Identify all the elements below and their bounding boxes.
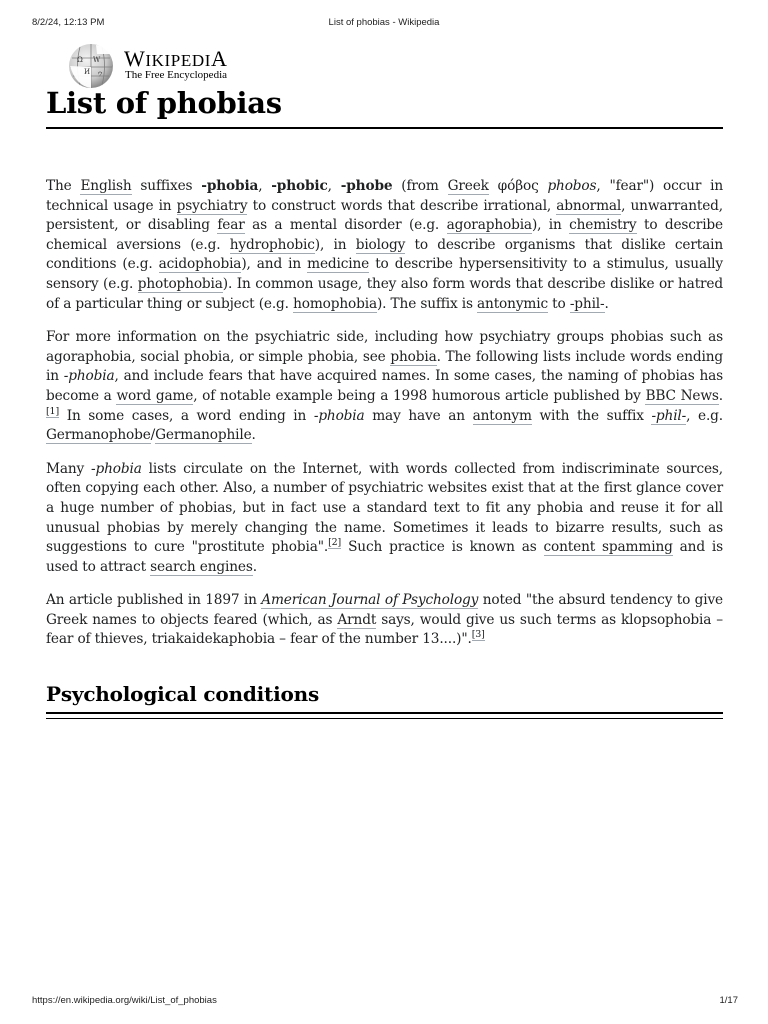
wikipedia-logo[interactable] (64, 40, 264, 92)
link-content-spamming[interactable]: content spamming (543, 539, 673, 556)
print-footer (0, 992, 768, 1008)
link-biology[interactable]: biology (355, 236, 406, 253)
reference-3 (472, 629, 485, 641)
svg-text:И: И (84, 68, 91, 76)
reference-link-1[interactable]: [1] (46, 405, 60, 417)
link-psychiatry[interactable]: psychiatry (176, 197, 248, 214)
link-germanophile[interactable]: Germanophile (155, 427, 252, 444)
print-datetime: 8/2/24, 12:13 PM (32, 17, 105, 28)
link-phil[interactable]: -phil- (569, 295, 605, 312)
reference-2 (328, 537, 341, 549)
link-abnormal[interactable]: abnormal (556, 197, 622, 214)
svg-text:ウ: ウ (97, 71, 104, 78)
reference-link-3[interactable]: [3] (471, 629, 485, 641)
wikipedia-wordmark: WIKIPEDIA (124, 46, 228, 71)
link-acidophobia[interactable]: acidophobia (158, 256, 242, 273)
print-header (0, 14, 768, 30)
reference-1 (46, 406, 59, 418)
reference-link-2[interactable]: [2] (328, 537, 342, 549)
print-page-count: 1/17 (719, 995, 738, 1006)
link-american-journal-of-psychology[interactable]: American Journal of Psychology (261, 592, 479, 609)
wikipedia-tagline: The Free Encyclopedia (125, 69, 228, 81)
link-antonymic[interactable]: antonymic (477, 295, 548, 312)
link-antonym[interactable]: antonym (472, 407, 532, 424)
paragraph-psychiatric: For more information on the psychiatric side, including how psychiatry groups phobias such as agoraphobia, social phobia, or simple phobia, see phobia. The following lists include words ending in -phobia, and include fears that have acquired names. In some cases, the naming of phobias has become a word game, of notable example being a 1998 humorous article published by BBC News.[1] In some cases, a word ending in -phobia may have an antonym with the suffix -phil-, e.g. Germanophobe/Germanophile. (46, 329, 724, 444)
section-divider (46, 712, 723, 714)
link-hydrophobic[interactable]: hydrophobic (229, 236, 315, 253)
link-photophobia[interactable]: photophobia (137, 275, 223, 292)
link-bbc-news[interactable]: BBC News (645, 387, 719, 404)
link-fear[interactable]: fear (217, 217, 245, 234)
wikipedia-globe-icon (66, 40, 116, 90)
link-homophobia[interactable]: homophobia (293, 295, 377, 312)
paragraph-internet-lists: Many -phobia lists circulate on the Internet, with words collected from indiscriminate sources, often copying each other. Also, a number of psychiatric websites exist that at the first glance cover a huge number of phobias, but in fact use a standard text to fit any phobia and reuse it for all unusual phobias by merely changing the name. Sometimes it leads to bizarre results, such as suggestions to cure "prostitute phobia".[2] Such practice is known as content spamming and is used to attract search engines. (46, 460, 724, 575)
print-url: https://en.wikipedia.org/wiki/List_of_phobias (32, 995, 217, 1006)
link-greek[interactable]: Greek (447, 178, 489, 194)
link-english[interactable]: English (80, 178, 132, 194)
link-agoraphobia[interactable]: agoraphobia (446, 217, 532, 234)
print-page-title: List of phobias - Wikipedia (328, 17, 440, 28)
section-divider-secondary (46, 718, 723, 719)
title-divider (46, 127, 723, 129)
link-medicine[interactable]: medicine (307, 256, 370, 273)
link-phobia[interactable]: phobia (390, 348, 437, 365)
article-body (46, 177, 723, 664)
link-search-engines[interactable]: search engines (150, 558, 253, 575)
svg-text:W: W (93, 56, 101, 64)
link-arndt[interactable]: Arndt (337, 611, 377, 628)
paragraph-1897-article: An article published in 1897 in American Journal of Psychology noted "the absurd tendency to give Greek names to objects feared (which, as Arndt says, would give us such terms as klopsophobia – fear of thieves, triakaidekaphobia – fear of the number 13....)".[3] (46, 592, 723, 648)
link-phil-suffix[interactable]: -phil- (651, 407, 687, 424)
page-title: List of phobias (46, 86, 282, 120)
link-word-game[interactable]: word game (116, 387, 194, 404)
link-chemistry[interactable]: chemistry (569, 217, 637, 234)
paragraph-intro: The English suffixes -phobia, -phobic, -phobe (from Greek φόβος phobos, "fear") occur in technical usage in psychiatry to construct words that describe irrational, abnormal, unwarranted, persistent, or disabling fear as a mental disorder (e.g. agoraphobia), in chemistry to describe chemical aversions (e.g. hydrophobic), in biology to describe organisms that dislike certain conditions (e.g. acidophobia), and in medicine to describe hypersensitivity to a stimulus, usually sensory (e.g. photophobia). In common usage, they also form words that describe dislike or hatred of a particular thing or subject (e.g. homophobia). The suffix is antonymic to -phil-. (46, 178, 723, 312)
section-heading-psychological-conditions: Psychological conditions (46, 682, 320, 706)
link-germanophobe[interactable]: Germanophobe (46, 427, 151, 444)
svg-text:Ω: Ω (77, 56, 83, 64)
